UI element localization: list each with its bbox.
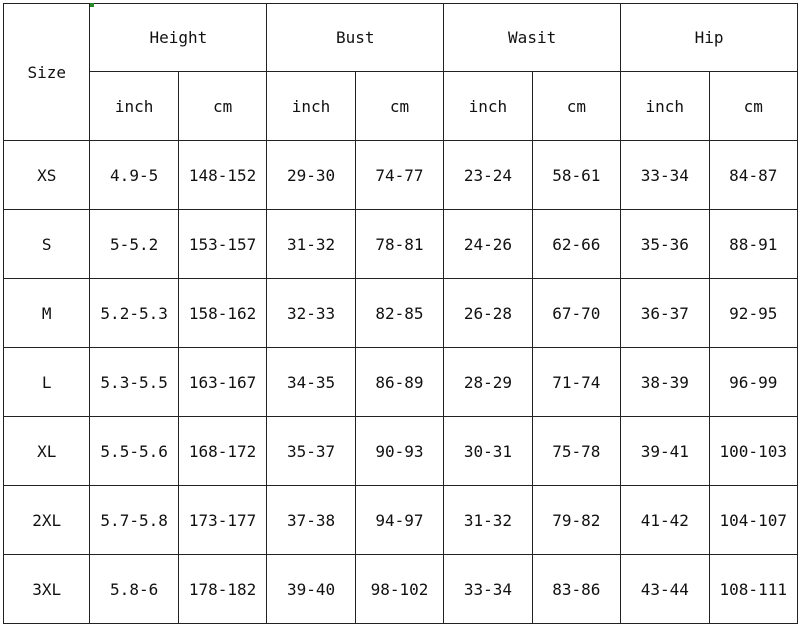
table-cell: 26-28 — [444, 279, 532, 348]
table-cell: 75-78 — [532, 417, 620, 486]
unit-header: inch — [90, 72, 178, 141]
table-row — [4, 486, 798, 555]
table-cell: 39-41 — [621, 417, 709, 486]
size-chart-table — [3, 3, 798, 624]
table-cell: 78-81 — [355, 210, 443, 279]
table-cell: 94-97 — [355, 486, 443, 555]
table-cell: 41-42 — [621, 486, 709, 555]
table-cell: 33-34 — [621, 141, 709, 210]
table-cell: 34-35 — [267, 348, 355, 417]
header-row-units — [4, 72, 798, 141]
table-cell: 158-162 — [178, 279, 266, 348]
unit-header: inch — [621, 72, 709, 141]
table-cell: 29-30 — [267, 141, 355, 210]
table-cell: 31-32 — [444, 486, 532, 555]
table-cell: 5.3-5.5 — [90, 348, 178, 417]
table-cell: 5.7-5.8 — [90, 486, 178, 555]
table-cell: 5.5-5.6 — [90, 417, 178, 486]
table-cell: 173-177 — [178, 486, 266, 555]
table-cell: 82-85 — [355, 279, 443, 348]
table-cell: 37-38 — [267, 486, 355, 555]
table-cell: 58-61 — [532, 141, 620, 210]
table-cell: 39-40 — [267, 555, 355, 624]
table-cell: 5-5.2 — [90, 210, 178, 279]
group-header-waist: Wasit — [444, 4, 621, 72]
table-cell: 36-37 — [621, 279, 709, 348]
table-cell: 96-99 — [709, 348, 797, 417]
table-cell: 104-107 — [709, 486, 797, 555]
table-cell: 62-66 — [532, 210, 620, 279]
table-cell: 32-33 — [267, 279, 355, 348]
table-cell: 98-102 — [355, 555, 443, 624]
group-header-bust: Bust — [267, 4, 444, 72]
table-cell: 163-167 — [178, 348, 266, 417]
table-cell: 43-44 — [621, 555, 709, 624]
table-cell: 28-29 — [444, 348, 532, 417]
table-cell: 84-87 — [709, 141, 797, 210]
table-cell: 31-32 — [267, 210, 355, 279]
table-cell: 88-91 — [709, 210, 797, 279]
size-label-cell: 3XL — [4, 555, 90, 624]
header-row-groups — [4, 4, 798, 72]
table-cell: 148-152 — [178, 141, 266, 210]
table-cell: 168-172 — [178, 417, 266, 486]
size-label-cell: M — [4, 279, 90, 348]
group-header-hip: Hip — [621, 4, 798, 72]
table-cell: 4.9-5 — [90, 141, 178, 210]
table-row — [4, 417, 798, 486]
table-cell: 178-182 — [178, 555, 266, 624]
table-cell: 83-86 — [532, 555, 620, 624]
table-row — [4, 348, 798, 417]
table-row — [4, 141, 798, 210]
table-cell: 86-89 — [355, 348, 443, 417]
corner-marker — [90, 3, 94, 7]
table-cell: 74-77 — [355, 141, 443, 210]
table-row — [4, 555, 798, 624]
size-header: Size — [4, 4, 90, 141]
size-label-cell: XL — [4, 417, 90, 486]
size-label-cell: 2XL — [4, 486, 90, 555]
table-cell: 35-36 — [621, 210, 709, 279]
table-cell: 153-157 — [178, 210, 266, 279]
table-cell: 38-39 — [621, 348, 709, 417]
unit-header: cm — [709, 72, 797, 141]
unit-header: cm — [355, 72, 443, 141]
table-cell: 90-93 — [355, 417, 443, 486]
table-cell: 24-26 — [444, 210, 532, 279]
table-cell: 35-37 — [267, 417, 355, 486]
table-cell: 5.8-6 — [90, 555, 178, 624]
table-row — [4, 210, 798, 279]
table-cell: 33-34 — [444, 555, 532, 624]
table-cell: 100-103 — [709, 417, 797, 486]
table-cell: 71-74 — [532, 348, 620, 417]
size-label-cell: XS — [4, 141, 90, 210]
table-cell: 108-111 — [709, 555, 797, 624]
table-cell: 30-31 — [444, 417, 532, 486]
table-cell: 79-82 — [532, 486, 620, 555]
table-cell: 67-70 — [532, 279, 620, 348]
unit-header: inch — [267, 72, 355, 141]
table-body — [4, 141, 798, 624]
unit-header: inch — [444, 72, 532, 141]
group-header-height: Height — [90, 4, 267, 72]
table-cell: 92-95 — [709, 279, 797, 348]
size-label-cell: L — [4, 348, 90, 417]
table-row — [4, 279, 798, 348]
table-cell: 5.2-5.3 — [90, 279, 178, 348]
unit-header: cm — [532, 72, 620, 141]
table-cell: 23-24 — [444, 141, 532, 210]
unit-header: cm — [178, 72, 266, 141]
size-label-cell: S — [4, 210, 90, 279]
